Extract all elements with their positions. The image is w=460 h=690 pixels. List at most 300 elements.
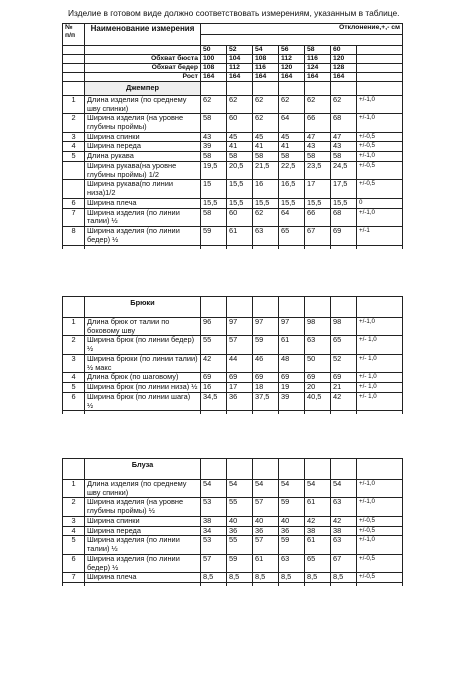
tolerance-header: Отклонение,+,- см bbox=[201, 24, 403, 35]
measurement-value: 58 bbox=[253, 152, 279, 162]
measurement-value: 47 bbox=[305, 132, 331, 142]
cut-cell bbox=[63, 583, 85, 587]
tolerance-value: +/- 1,0 bbox=[357, 392, 403, 410]
hips-row-value: 116 bbox=[253, 64, 279, 73]
measurement-value: 38 bbox=[331, 526, 357, 536]
measurement-value: 96 bbox=[201, 318, 227, 336]
measurement-value: 20 bbox=[305, 383, 331, 393]
row-number: 3 bbox=[63, 354, 85, 372]
pants-title: Брюки bbox=[85, 297, 201, 318]
tol-cell bbox=[357, 64, 403, 73]
cut-row bbox=[63, 411, 403, 415]
jumper-row bbox=[63, 142, 403, 152]
measurement-value: 39 bbox=[279, 392, 305, 410]
row-number: 2 bbox=[63, 336, 85, 354]
row-number: 7 bbox=[63, 208, 85, 226]
measurement-value: 21,5 bbox=[253, 161, 279, 179]
measurement-value: 16 bbox=[253, 180, 279, 198]
intro-text: Изделие в готовом виде должно соответствовать измерениям, указанным в таблице. bbox=[68, 8, 400, 18]
measurement-name: Длина изделия (по среднему шву спинки) bbox=[85, 480, 201, 498]
measurement-value: 41 bbox=[253, 142, 279, 152]
measurement-value: 17 bbox=[305, 180, 331, 198]
jumper-row bbox=[63, 161, 403, 179]
measurement-name: Ширина изделия (по линии бедер) ½ bbox=[85, 554, 201, 572]
measurement-value: 68 bbox=[331, 208, 357, 226]
measurement-value: 36 bbox=[253, 526, 279, 536]
jumper-row bbox=[63, 132, 403, 142]
measurement-value: 19,5 bbox=[201, 161, 227, 179]
pants-row bbox=[63, 392, 403, 410]
row-number: 5 bbox=[63, 383, 85, 393]
measurement-value: 55 bbox=[201, 336, 227, 354]
measurement-value: 62 bbox=[201, 95, 227, 113]
height-row-value: 164 bbox=[331, 73, 357, 82]
measurement-value: 15,5 bbox=[253, 198, 279, 208]
measurement-value: 98 bbox=[331, 318, 357, 336]
cut-cell bbox=[331, 245, 357, 249]
measurement-value: 17,5 bbox=[331, 180, 357, 198]
bust-row-value: 100 bbox=[201, 55, 227, 64]
pants-title-row bbox=[63, 297, 403, 318]
jumper-table bbox=[62, 23, 403, 249]
bust-row-value: 112 bbox=[279, 55, 305, 64]
cut-cell bbox=[253, 583, 279, 587]
blouse-title: Блуза bbox=[85, 459, 201, 480]
row-number: 1 bbox=[63, 480, 85, 498]
cut-cell bbox=[227, 583, 253, 587]
measurement-value: 45 bbox=[279, 132, 305, 142]
pants-table bbox=[62, 296, 403, 414]
measurement-value: 66 bbox=[305, 208, 331, 226]
blouse-row bbox=[63, 573, 403, 583]
measurement-value: 47 bbox=[331, 132, 357, 142]
measurement-value: 43 bbox=[305, 142, 331, 152]
cut-cell bbox=[201, 245, 227, 249]
measurement-name: Ширина рукава(на уровне глубины проймы) 1/2 bbox=[85, 161, 201, 179]
measurement-value: 67 bbox=[305, 227, 331, 245]
measurement-value: 63 bbox=[331, 536, 357, 554]
blouse-row bbox=[63, 554, 403, 572]
measurement-value: 58 bbox=[227, 152, 253, 162]
empty-cell bbox=[201, 82, 227, 96]
empty-cell bbox=[227, 82, 253, 96]
measurement-value: 43 bbox=[331, 142, 357, 152]
tolerance-value: +/-1 bbox=[357, 227, 403, 245]
measurement-value: 59 bbox=[279, 536, 305, 554]
measurement-value: 64 bbox=[279, 208, 305, 226]
size-value: 56 bbox=[279, 46, 305, 55]
row-number: 3 bbox=[63, 516, 85, 526]
measurement-value: 20,5 bbox=[227, 161, 253, 179]
empty-cell bbox=[279, 459, 305, 480]
blouse-row bbox=[63, 516, 403, 526]
cut-cell bbox=[331, 411, 357, 415]
hips-row-value: 112 bbox=[227, 64, 253, 73]
measurement-value: 8,5 bbox=[253, 573, 279, 583]
name-cell bbox=[85, 46, 201, 55]
measurement-name: Ширина брюк (по линии низа) ½ bbox=[85, 383, 201, 393]
bust-row-value: 108 bbox=[253, 55, 279, 64]
empty-cell bbox=[201, 459, 227, 480]
measurement-value: 24,5 bbox=[331, 161, 357, 179]
row-number: 6 bbox=[63, 198, 85, 208]
measurement-value: 19 bbox=[279, 383, 305, 393]
blouse-title-row bbox=[63, 459, 403, 480]
measurement-value: 69 bbox=[331, 373, 357, 383]
row-number: 1 bbox=[63, 318, 85, 336]
pants-row bbox=[63, 373, 403, 383]
measurement-name: Ширина плеча bbox=[85, 198, 201, 208]
num-cell bbox=[63, 82, 85, 96]
hips-row bbox=[63, 64, 403, 73]
measurement-value: 18 bbox=[253, 383, 279, 393]
measurement-value: 53 bbox=[201, 498, 227, 516]
measurement-name: Ширина рукава(по линии низа)1/2 bbox=[85, 180, 201, 198]
height-row-label: Рост bbox=[85, 73, 201, 82]
cut-cell bbox=[357, 583, 403, 587]
measurement-value: 58 bbox=[331, 152, 357, 162]
jumper-title-row bbox=[63, 82, 403, 96]
tolerance-value: +/-0,5 bbox=[357, 554, 403, 572]
row-number: 8 bbox=[63, 227, 85, 245]
num-cell bbox=[63, 459, 85, 480]
measurement-name: Ширина спинки bbox=[85, 516, 201, 526]
measurement-value: 8,5 bbox=[331, 573, 357, 583]
empty-cell bbox=[357, 297, 403, 318]
measurement-name: Ширина изделия (по линии талии) ½ bbox=[85, 208, 201, 226]
cut-cell bbox=[227, 411, 253, 415]
row-number: 5 bbox=[63, 152, 85, 162]
measurement-value: 58 bbox=[279, 152, 305, 162]
measurement-value: 8,5 bbox=[201, 573, 227, 583]
measurement-name: Ширина плеча bbox=[85, 573, 201, 583]
blouse-row bbox=[63, 498, 403, 516]
measurement-name: Ширина переда bbox=[85, 142, 201, 152]
cut-cell bbox=[305, 411, 331, 415]
cut-cell bbox=[253, 245, 279, 249]
empty-cell bbox=[357, 82, 403, 96]
empty-cell bbox=[357, 459, 403, 480]
measurement-value: 40,5 bbox=[305, 392, 331, 410]
measurement-value: 46 bbox=[253, 354, 279, 372]
row-number bbox=[63, 161, 85, 179]
measurement-name: Длина изделия (по среднему шву спинки) bbox=[85, 95, 201, 113]
tolerance-value: +/- 1,0 bbox=[357, 336, 403, 354]
measurement-value: 36 bbox=[227, 526, 253, 536]
row-number: 2 bbox=[63, 498, 85, 516]
measurement-value: 62 bbox=[227, 95, 253, 113]
size-value: 58 bbox=[305, 46, 331, 55]
size-value: 60 bbox=[331, 46, 357, 55]
hips-row-label: Обхват бедер bbox=[85, 64, 201, 73]
measurement-value: 64 bbox=[279, 114, 305, 132]
measurement-value: 40 bbox=[227, 516, 253, 526]
measurement-value: 98 bbox=[305, 318, 331, 336]
tolerance-value: +/- 1,0 bbox=[357, 383, 403, 393]
measurement-value: 97 bbox=[253, 318, 279, 336]
measurement-value: 42 bbox=[331, 516, 357, 526]
measurement-value: 65 bbox=[331, 336, 357, 354]
tolerance-value: +/-0,5 bbox=[357, 132, 403, 142]
height-row-value: 164 bbox=[227, 73, 253, 82]
tolerance-value: +/-0,5 bbox=[357, 180, 403, 198]
empty-cell bbox=[201, 297, 227, 318]
measurement-value: 54 bbox=[227, 480, 253, 498]
num-header: № п/п bbox=[63, 24, 85, 46]
header-spacer bbox=[201, 35, 403, 46]
measurement-value: 59 bbox=[253, 336, 279, 354]
measurement-name: Длина рукава bbox=[85, 152, 201, 162]
measurement-value: 63 bbox=[253, 227, 279, 245]
cut-cell bbox=[85, 583, 201, 587]
measurement-value: 61 bbox=[253, 554, 279, 572]
cut-cell bbox=[357, 245, 403, 249]
measurement-value: 69 bbox=[253, 373, 279, 383]
measurement-value: 65 bbox=[305, 554, 331, 572]
measurement-value: 61 bbox=[305, 536, 331, 554]
measurement-value: 97 bbox=[227, 318, 253, 336]
jumper-row bbox=[63, 227, 403, 245]
tolerance-value: +/- 1,0 bbox=[357, 354, 403, 372]
cut-row bbox=[63, 245, 403, 249]
cut-cell bbox=[85, 245, 201, 249]
row-number: 7 bbox=[63, 573, 85, 583]
measurement-value: 15,5 bbox=[227, 180, 253, 198]
bust-row-value: 120 bbox=[331, 55, 357, 64]
tolerance-value: +/-0,5 bbox=[357, 573, 403, 583]
pants-row bbox=[63, 383, 403, 393]
measurement-value: 57 bbox=[253, 536, 279, 554]
measurement-value: 36 bbox=[227, 392, 253, 410]
cut-row bbox=[63, 583, 403, 587]
empty-cell bbox=[331, 459, 357, 480]
measurement-value: 41 bbox=[227, 142, 253, 152]
measurement-value: 69 bbox=[331, 227, 357, 245]
measurement-value: 69 bbox=[279, 373, 305, 383]
measurement-value: 54 bbox=[279, 480, 305, 498]
cut-cell bbox=[331, 583, 357, 587]
measurement-value: 16 bbox=[201, 383, 227, 393]
measurement-value: 58 bbox=[201, 208, 227, 226]
row-number: 5 bbox=[63, 536, 85, 554]
measurement-value: 8,5 bbox=[305, 573, 331, 583]
cut-cell bbox=[279, 411, 305, 415]
num-cell bbox=[63, 73, 85, 82]
measurement-value: 62 bbox=[253, 95, 279, 113]
tol-cell bbox=[357, 73, 403, 82]
empty-cell bbox=[331, 297, 357, 318]
tolerance-value: +/-1,0 bbox=[357, 318, 403, 336]
measurement-value: 34 bbox=[201, 526, 227, 536]
cut-cell bbox=[357, 411, 403, 415]
measurement-value: 63 bbox=[279, 554, 305, 572]
measurement-value: 54 bbox=[253, 480, 279, 498]
empty-cell bbox=[227, 297, 253, 318]
measurement-value: 55 bbox=[227, 498, 253, 516]
cut-cell bbox=[63, 245, 85, 249]
bust-row bbox=[63, 55, 403, 64]
tolerance-value: +/- 1,0 bbox=[357, 373, 403, 383]
cut-cell bbox=[227, 245, 253, 249]
measurement-name: Ширина изделия (по линии бедер) ½ bbox=[85, 227, 201, 245]
size-value: 54 bbox=[253, 46, 279, 55]
measurement-value: 57 bbox=[201, 554, 227, 572]
jumper-row bbox=[63, 180, 403, 198]
cut-cell bbox=[305, 583, 331, 587]
measurement-name: Ширина изделия (по линии талии) ½ bbox=[85, 536, 201, 554]
measurement-value: 43 bbox=[201, 132, 227, 142]
hips-row-value: 120 bbox=[279, 64, 305, 73]
hips-row-value: 108 bbox=[201, 64, 227, 73]
measurement-value: 69 bbox=[305, 373, 331, 383]
measurement-value: 58 bbox=[201, 114, 227, 132]
measurement-value: 69 bbox=[227, 373, 253, 383]
measurement-name: Длина брюк (по шаговому) bbox=[85, 373, 201, 383]
measurement-value: 15,5 bbox=[305, 198, 331, 208]
measurement-value: 58 bbox=[201, 152, 227, 162]
measurement-value: 57 bbox=[227, 336, 253, 354]
size-value: 52 bbox=[227, 46, 253, 55]
measurement-value: 17 bbox=[227, 383, 253, 393]
tolerance-value: +/-1,0 bbox=[357, 152, 403, 162]
measurement-value: 63 bbox=[305, 336, 331, 354]
row-number: 4 bbox=[63, 373, 85, 383]
measurement-value: 15 bbox=[201, 180, 227, 198]
height-row-value: 164 bbox=[305, 73, 331, 82]
num-cell bbox=[63, 297, 85, 318]
measurement-value: 8,5 bbox=[279, 573, 305, 583]
name-header: Наименование измерения bbox=[85, 24, 201, 46]
empty-cell bbox=[305, 82, 331, 96]
measurement-value: 21 bbox=[331, 383, 357, 393]
jumper-row bbox=[63, 152, 403, 162]
measurement-value: 57 bbox=[253, 498, 279, 516]
measurement-name: Ширина переда bbox=[85, 526, 201, 536]
measurement-value: 42 bbox=[201, 354, 227, 372]
blouse-row bbox=[63, 536, 403, 554]
pants-row bbox=[63, 336, 403, 354]
hips-row-value: 124 bbox=[305, 64, 331, 73]
measurement-value: 61 bbox=[305, 498, 331, 516]
row-number: 6 bbox=[63, 392, 85, 410]
measurement-value: 58 bbox=[305, 152, 331, 162]
row-number bbox=[63, 180, 85, 198]
row-number: 6 bbox=[63, 554, 85, 572]
measurement-value: 59 bbox=[227, 554, 253, 572]
header-row bbox=[63, 24, 403, 35]
measurement-value: 16,5 bbox=[279, 180, 305, 198]
measurement-value: 15,5 bbox=[331, 198, 357, 208]
height-row-value: 164 bbox=[279, 73, 305, 82]
tolerance-value: +/-1,0 bbox=[357, 480, 403, 498]
empty-cell bbox=[227, 459, 253, 480]
measurement-value: 61 bbox=[227, 227, 253, 245]
height-row-value: 164 bbox=[253, 73, 279, 82]
measurement-value: 55 bbox=[227, 536, 253, 554]
measurement-value: 38 bbox=[201, 516, 227, 526]
measurement-value: 63 bbox=[331, 498, 357, 516]
measurement-value: 61 bbox=[279, 336, 305, 354]
sizes-row bbox=[63, 46, 403, 55]
measurement-value: 36 bbox=[279, 526, 305, 536]
cut-cell bbox=[85, 411, 201, 415]
measurement-value: 41 bbox=[279, 142, 305, 152]
measurement-value: 37,5 bbox=[253, 392, 279, 410]
measurement-value: 34,5 bbox=[201, 392, 227, 410]
hips-row-value: 128 bbox=[331, 64, 357, 73]
tol-cell bbox=[357, 55, 403, 64]
measurement-value: 39 bbox=[201, 142, 227, 152]
cut-cell bbox=[63, 411, 85, 415]
blouse-row bbox=[63, 480, 403, 498]
num-cell bbox=[63, 55, 85, 64]
row-number: 2 bbox=[63, 114, 85, 132]
measurement-value: 66 bbox=[305, 114, 331, 132]
empty-cell bbox=[305, 459, 331, 480]
blouse-table bbox=[62, 458, 403, 586]
tolerance-value: +/-1,0 bbox=[357, 498, 403, 516]
measurement-value: 54 bbox=[331, 480, 357, 498]
measurement-value: 52 bbox=[331, 354, 357, 372]
measurement-value: 40 bbox=[253, 516, 279, 526]
num-cell bbox=[63, 46, 85, 55]
pants-row bbox=[63, 318, 403, 336]
measurement-value: 65 bbox=[279, 227, 305, 245]
cut-cell bbox=[279, 583, 305, 587]
measurement-value: 97 bbox=[279, 318, 305, 336]
measurement-value: 15,5 bbox=[227, 198, 253, 208]
measurement-value: 38 bbox=[305, 526, 331, 536]
measurement-value: 62 bbox=[253, 208, 279, 226]
measurement-value: 44 bbox=[227, 354, 253, 372]
height-row-value: 164 bbox=[201, 73, 227, 82]
tolerance-value: +/-0,5 bbox=[357, 142, 403, 152]
tolerance-value: +/-1,0 bbox=[357, 95, 403, 113]
row-number: 1 bbox=[63, 95, 85, 113]
measurement-value: 62 bbox=[279, 95, 305, 113]
measurement-name: Ширина брюк (по линии шага) ½ bbox=[85, 392, 201, 410]
measurement-name: Ширина изделия (на уровне глубины проймы) bbox=[85, 114, 201, 132]
measurement-name: Ширина спинки bbox=[85, 132, 201, 142]
tol-cell bbox=[357, 46, 403, 55]
measurement-value: 67 bbox=[331, 554, 357, 572]
measurement-value: 62 bbox=[305, 95, 331, 113]
tolerance-value: +/-0,5 bbox=[357, 516, 403, 526]
blouse-row bbox=[63, 526, 403, 536]
jumper-row bbox=[63, 114, 403, 132]
bust-row-value: 104 bbox=[227, 55, 253, 64]
row-number: 3 bbox=[63, 132, 85, 142]
measurement-value: 45 bbox=[253, 132, 279, 142]
tolerance-value: +/-0,5 bbox=[357, 161, 403, 179]
measurement-value: 42 bbox=[305, 516, 331, 526]
measurement-value: 40 bbox=[279, 516, 305, 526]
empty-cell bbox=[253, 297, 279, 318]
measurement-value: 69 bbox=[201, 373, 227, 383]
tolerance-value: +/-1,0 bbox=[357, 114, 403, 132]
measurement-value: 59 bbox=[279, 498, 305, 516]
measurement-value: 48 bbox=[279, 354, 305, 372]
measurement-value: 60 bbox=[227, 208, 253, 226]
empty-cell bbox=[253, 82, 279, 96]
measurement-value: 42 bbox=[331, 392, 357, 410]
jumper-row bbox=[63, 95, 403, 113]
height-row bbox=[63, 73, 403, 82]
empty-cell bbox=[331, 82, 357, 96]
measurement-value: 45 bbox=[227, 132, 253, 142]
empty-cell bbox=[279, 297, 305, 318]
measurement-value: 23,5 bbox=[305, 161, 331, 179]
